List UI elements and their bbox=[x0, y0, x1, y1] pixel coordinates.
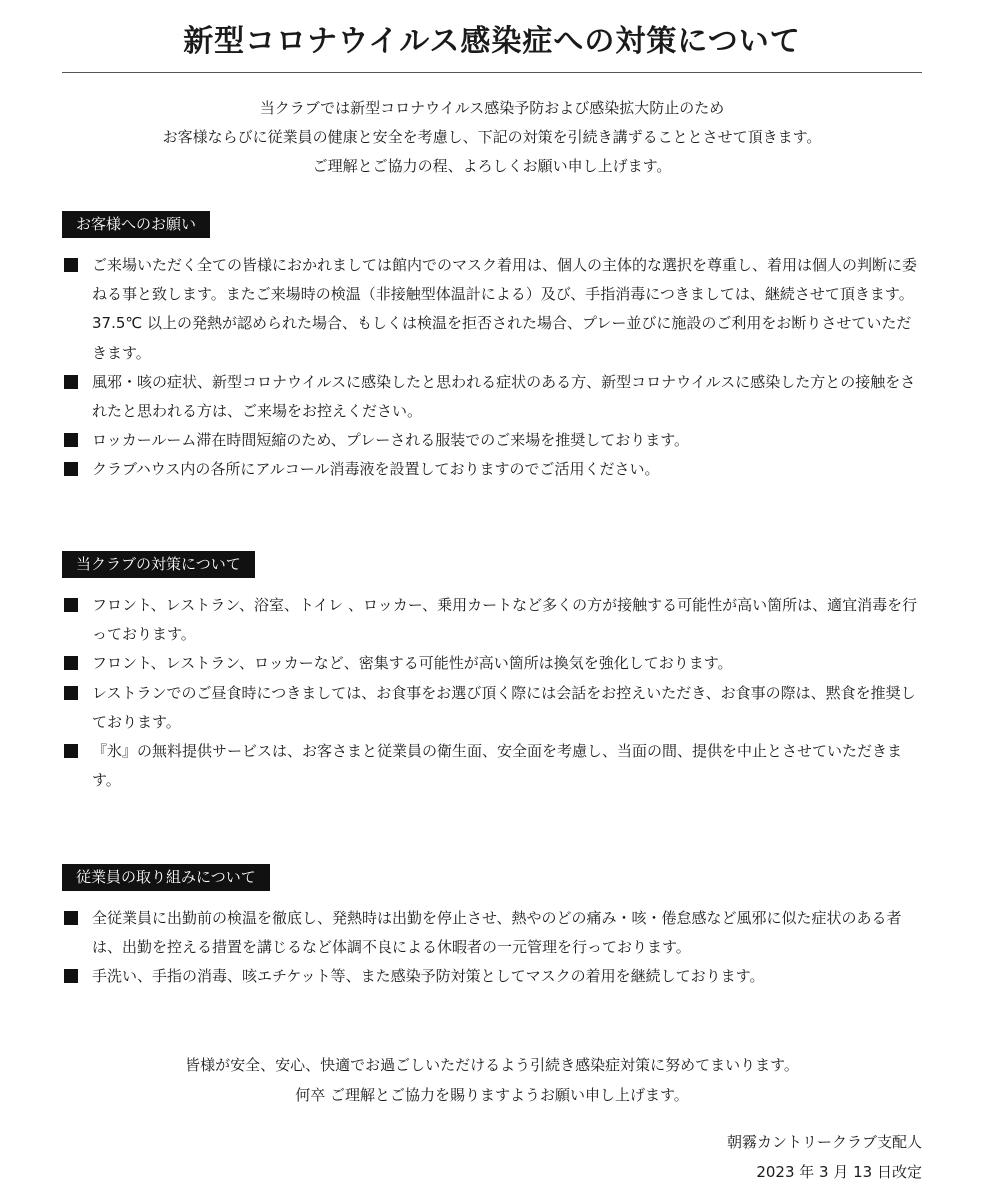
intro-text bbox=[0, 94, 984, 181]
list-item bbox=[62, 591, 926, 649]
list-item bbox=[62, 679, 926, 737]
square-bullet-icon bbox=[64, 686, 78, 700]
square-bullet-icon bbox=[64, 433, 78, 447]
list-item bbox=[62, 426, 926, 455]
revision-date: 2023 年 3 月 13 日改定 bbox=[756, 1163, 922, 1181]
square-bullet-icon bbox=[64, 462, 78, 476]
list-item bbox=[62, 649, 926, 678]
list-item-text: 『氷』の無料提供サービスは、お客さまと従業員の衛生面、安全面を考慮し、当面の間、提供を中止とさせていただきます。 bbox=[92, 742, 903, 790]
square-bullet-icon bbox=[64, 375, 78, 389]
staff-efforts-list bbox=[62, 904, 926, 992]
square-bullet-icon bbox=[64, 911, 78, 925]
square-bullet-icon bbox=[64, 656, 78, 670]
club-measures-list bbox=[62, 591, 926, 795]
square-bullet-icon bbox=[64, 598, 78, 612]
customer-requests-list bbox=[62, 251, 926, 485]
intro-line: お客様ならびに従業員の健康と安全を考慮し、下記の対策を引続き講ずることとさせて頂きます。 bbox=[162, 128, 822, 146]
page-title: 新型コロナウイルス感染症への対策について bbox=[183, 24, 801, 59]
section-heading-staff-efforts: 従業員の取り組みについて bbox=[62, 864, 270, 891]
signature-org: 朝霧カントリークラブ支配人 bbox=[726, 1133, 922, 1151]
intro-line: 当クラブでは新型コロナウイルス感染予防および感染拡大防止のため bbox=[259, 99, 725, 117]
list-item bbox=[62, 737, 926, 795]
closing-line: 何卒 ご理解とご協力を賜りますようお願い申し上げます。 bbox=[295, 1086, 689, 1104]
list-item bbox=[62, 251, 926, 368]
intro-line: ご理解とご協力の程、よろしくお願い申し上げます。 bbox=[312, 157, 672, 175]
list-item bbox=[62, 904, 926, 962]
list-item-text: ロッカールーム滞在時間短縮のため、プレーされる服装でのご来場を推奨しております。 bbox=[92, 431, 690, 450]
list-item-text: 風邪・咳の症状、新型コロナウイルスに感染したと思われる症状のある方、新型コロナウイルスに感染した方との接触をされたと思われる方は、ご来場をお控えください。 bbox=[92, 372, 916, 421]
list-item-text: フロント、レストラン、ロッカーなど、密集する可能性が高い箇所は換気を強化しております。 bbox=[92, 654, 733, 673]
section-heading-club-measures: 当クラブの対策について bbox=[62, 551, 255, 578]
list-item-text: レストランでのご昼食時につきましては、お食事をお選び頂く際には会話をお控えいただき、お食事の際は、黙食を推奨しております。 bbox=[92, 683, 916, 731]
title-divider bbox=[62, 72, 922, 73]
list-item-text: ご来場いただく全ての皆様におかれましては館内でのマスク着用は、個人の主体的な選択を尊重し、着用は個人の判断に委ねる事と致します。またご来場時の検温（非接触型体温計による）及び、手指消毒につきましては、継続させて頂きます。37.5℃ 以上の発熱が認められた場合、もしくは検温を拒否された場合、プレー並びに施設のご利用をお断りさせていただきます。 bbox=[92, 256, 918, 362]
signature-block bbox=[727, 1127, 922, 1187]
list-item-text: 手洗い、手指の消毒、咳エチケット等、また感染予防対策としてマスクの着用を継続しております。 bbox=[92, 967, 765, 986]
list-item-text: フロント、レストラン、浴室、トイレ 、ロッカー、乗用カートなど多くの方が接触する可能性が高い箇所は、適宜消毒を行っております。 bbox=[92, 596, 918, 644]
list-item-text: クラブハウス内の各所にアルコール消毒液を設置しておりますのでご活用ください。 bbox=[92, 460, 660, 479]
list-item bbox=[62, 962, 926, 991]
list-item-text: 全従業員に出勤前の検温を徹底し、発熱時は出勤を停止させ、熱やのどの痛み・咳・倦怠感など風邪に似た症状のある者は、出勤を控える措置を講じるなど体調不良による休暇者の一元管理を行っております。 bbox=[92, 909, 902, 957]
square-bullet-icon bbox=[64, 969, 78, 983]
square-bullet-icon bbox=[64, 744, 78, 758]
closing-line: 皆様が安全、安心、快適でお過ごしいただけるよう引続き感染症対策に努めてまいります。 bbox=[185, 1056, 799, 1074]
closing-message bbox=[0, 1050, 984, 1110]
list-item bbox=[62, 368, 926, 426]
square-bullet-icon bbox=[64, 258, 78, 272]
section-heading-customer-requests: お客様へのお願い bbox=[62, 211, 210, 238]
list-item bbox=[62, 455, 926, 484]
